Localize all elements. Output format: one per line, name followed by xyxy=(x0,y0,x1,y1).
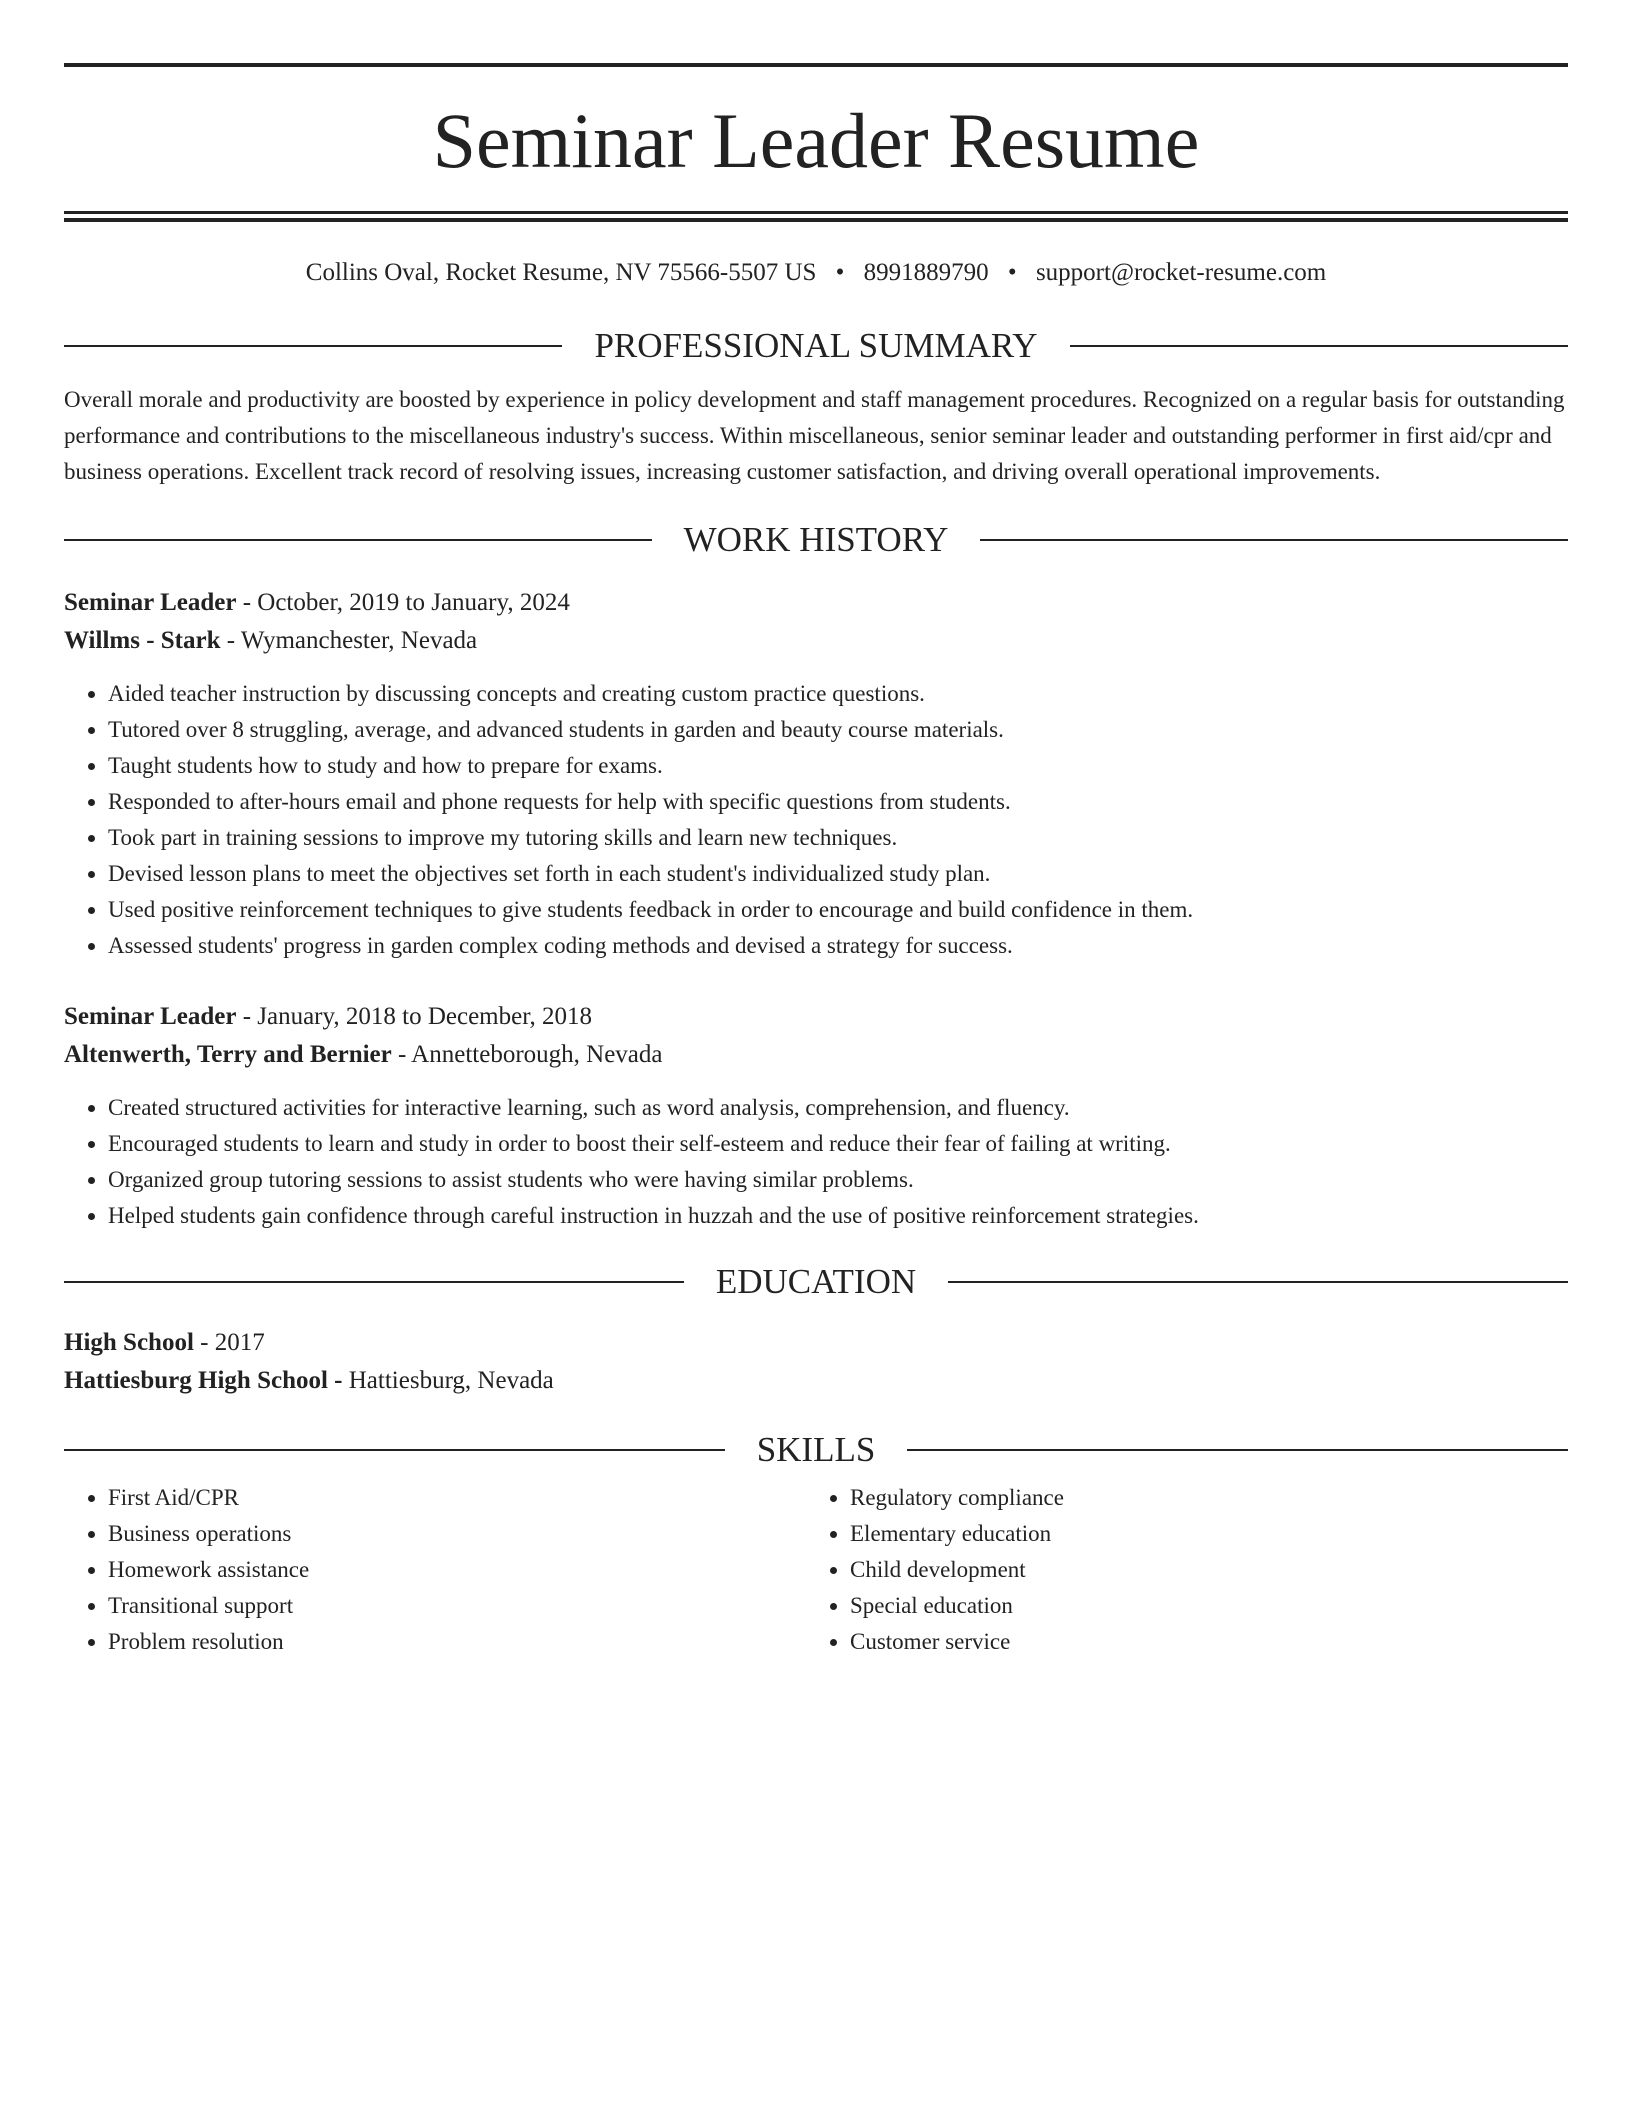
heading-rule xyxy=(948,1281,1568,1283)
section-heading-skills xyxy=(64,1430,1568,1470)
job-title-line xyxy=(64,998,1568,1036)
skills-column xyxy=(806,1480,1548,1660)
skills-list xyxy=(64,1480,1568,1660)
section-heading-work-history xyxy=(64,520,1568,560)
job-location: - Wymanchester, Nevada xyxy=(226,627,478,654)
heading-rule xyxy=(64,1281,684,1283)
job-bullet: • Devised lesson plans to meet the objectives set forth in each student's individualized study plan. xyxy=(108,856,1568,892)
resume-title: Seminar Leader Resume xyxy=(432,97,1200,184)
job-dates: - October, 2019 to January, 2024 xyxy=(242,589,570,616)
heading-rule xyxy=(980,539,1568,541)
section-title: EDUCATION xyxy=(715,1262,917,1301)
contact-address: Collins Oval, Rocket Resume, NV 75566-5507 US xyxy=(305,259,817,286)
education-entry xyxy=(64,1324,1568,1400)
job-bullet: • Aided teacher instruction by discussing concepts and creating custom practice questions. xyxy=(108,676,1568,712)
contact-separator: • xyxy=(1007,259,1017,286)
section-heading-summary xyxy=(64,326,1568,366)
top-rule xyxy=(64,63,1568,67)
double-rule xyxy=(64,211,1568,222)
section-title: PROFESSIONAL SUMMARY xyxy=(594,326,1038,365)
skill-item: • First Aid/CPR xyxy=(108,1480,806,1516)
contact-email: support@rocket-resume.com xyxy=(1035,259,1327,286)
heading-rule xyxy=(64,539,652,541)
job-bullet: • Created structured activities for interactive learning, such as word analysis, comprehension, and fluency. xyxy=(108,1090,1568,1126)
job-company-line xyxy=(64,1036,1568,1074)
job-bullet: • Taught students how to study and how to prepare for exams. xyxy=(108,748,1568,784)
job-title: Seminar Leader xyxy=(64,589,237,616)
job-bullet: • Took part in training sessions to improve my tutoring skills and learn new techniques. xyxy=(108,820,1568,856)
job-bullet: • Tutored over 8 struggling, average, and advanced students in garden and beauty course materials. xyxy=(108,712,1568,748)
job-bullet: • Organized group tutoring sessions to assist students who were having similar problems. xyxy=(108,1162,1568,1198)
education-degree: High School xyxy=(64,1329,194,1356)
job-entry xyxy=(64,998,1568,1234)
job-bullets xyxy=(64,676,1568,964)
skill-item: • Elementary education xyxy=(850,1516,1548,1552)
job-dates: - January, 2018 to December, 2018 xyxy=(242,1003,593,1030)
education-school-line xyxy=(64,1362,1568,1400)
skill-item: • Customer service xyxy=(850,1624,1548,1660)
section-title: SKILLS xyxy=(756,1430,876,1469)
skill-item: • Special education xyxy=(850,1588,1548,1624)
job-company: Altenwerth, Terry and Bernier xyxy=(64,1041,392,1068)
heading-rule xyxy=(907,1449,1568,1451)
job-entry xyxy=(64,584,1568,964)
section-title: WORK HISTORY xyxy=(683,520,949,559)
job-location: - Annetteborough, Nevada xyxy=(397,1041,663,1068)
job-title: Seminar Leader xyxy=(64,1003,237,1030)
skill-item: • Transitional support xyxy=(108,1588,806,1624)
job-bullets xyxy=(64,1090,1568,1234)
job-company-line xyxy=(64,622,1568,660)
education-location: Hattiesburg, Nevada xyxy=(348,1367,554,1394)
skill-item: • Regulatory compliance xyxy=(850,1480,1548,1516)
skill-item: • Business operations xyxy=(108,1516,806,1552)
contact-phone: 8991889790 xyxy=(863,259,989,286)
job-bullet: • Responded to after-hours email and phone requests for help with specific questions from students. xyxy=(108,784,1568,820)
education-year: - 2017 xyxy=(200,1329,265,1356)
job-company: Willms - Stark xyxy=(64,627,221,654)
skills-column xyxy=(64,1480,806,1660)
job-bullet: • Used positive reinforcement techniques to give students feedback in order to encourage and build confidence in them. xyxy=(108,892,1568,928)
education-degree-line xyxy=(64,1324,1568,1362)
summary-text: Overall morale and productivity are boosted by experience in policy development and staff management procedures. Recognized on a regular basis for outstanding performance and contributions to the miscellaneous industry's success. Within miscellaneous, senior seminar leader and outstanding performer in first aid/cpr and business operations. Excellent track record of resolving issues, increasing customer satisfaction, and driving overall operational improvements. xyxy=(64,387,1565,484)
job-bullet: • Assessed students' progress in garden complex coding methods and devised a strategy for success. xyxy=(108,928,1568,964)
skill-item: • Problem resolution xyxy=(108,1624,806,1660)
section-heading-education xyxy=(64,1262,1568,1302)
job-bullet: • Helped students gain confidence through careful instruction in huzzah and the use of positive reinforcement strategies. xyxy=(108,1198,1568,1234)
heading-rule xyxy=(1070,345,1568,347)
contact-line xyxy=(64,258,1568,288)
education-school: Hattiesburg High School - xyxy=(64,1367,343,1394)
heading-rule xyxy=(64,1449,725,1451)
resume-page xyxy=(64,63,1568,1660)
skill-item: • Homework assistance xyxy=(108,1552,806,1588)
job-bullet: • Encouraged students to learn and study in order to boost their self-esteem and reduce their fear of failing at writing. xyxy=(108,1126,1568,1162)
skill-item: • Child development xyxy=(850,1552,1548,1588)
contact-separator: • xyxy=(835,259,845,286)
job-title-line xyxy=(64,584,1568,622)
heading-rule xyxy=(64,345,562,347)
